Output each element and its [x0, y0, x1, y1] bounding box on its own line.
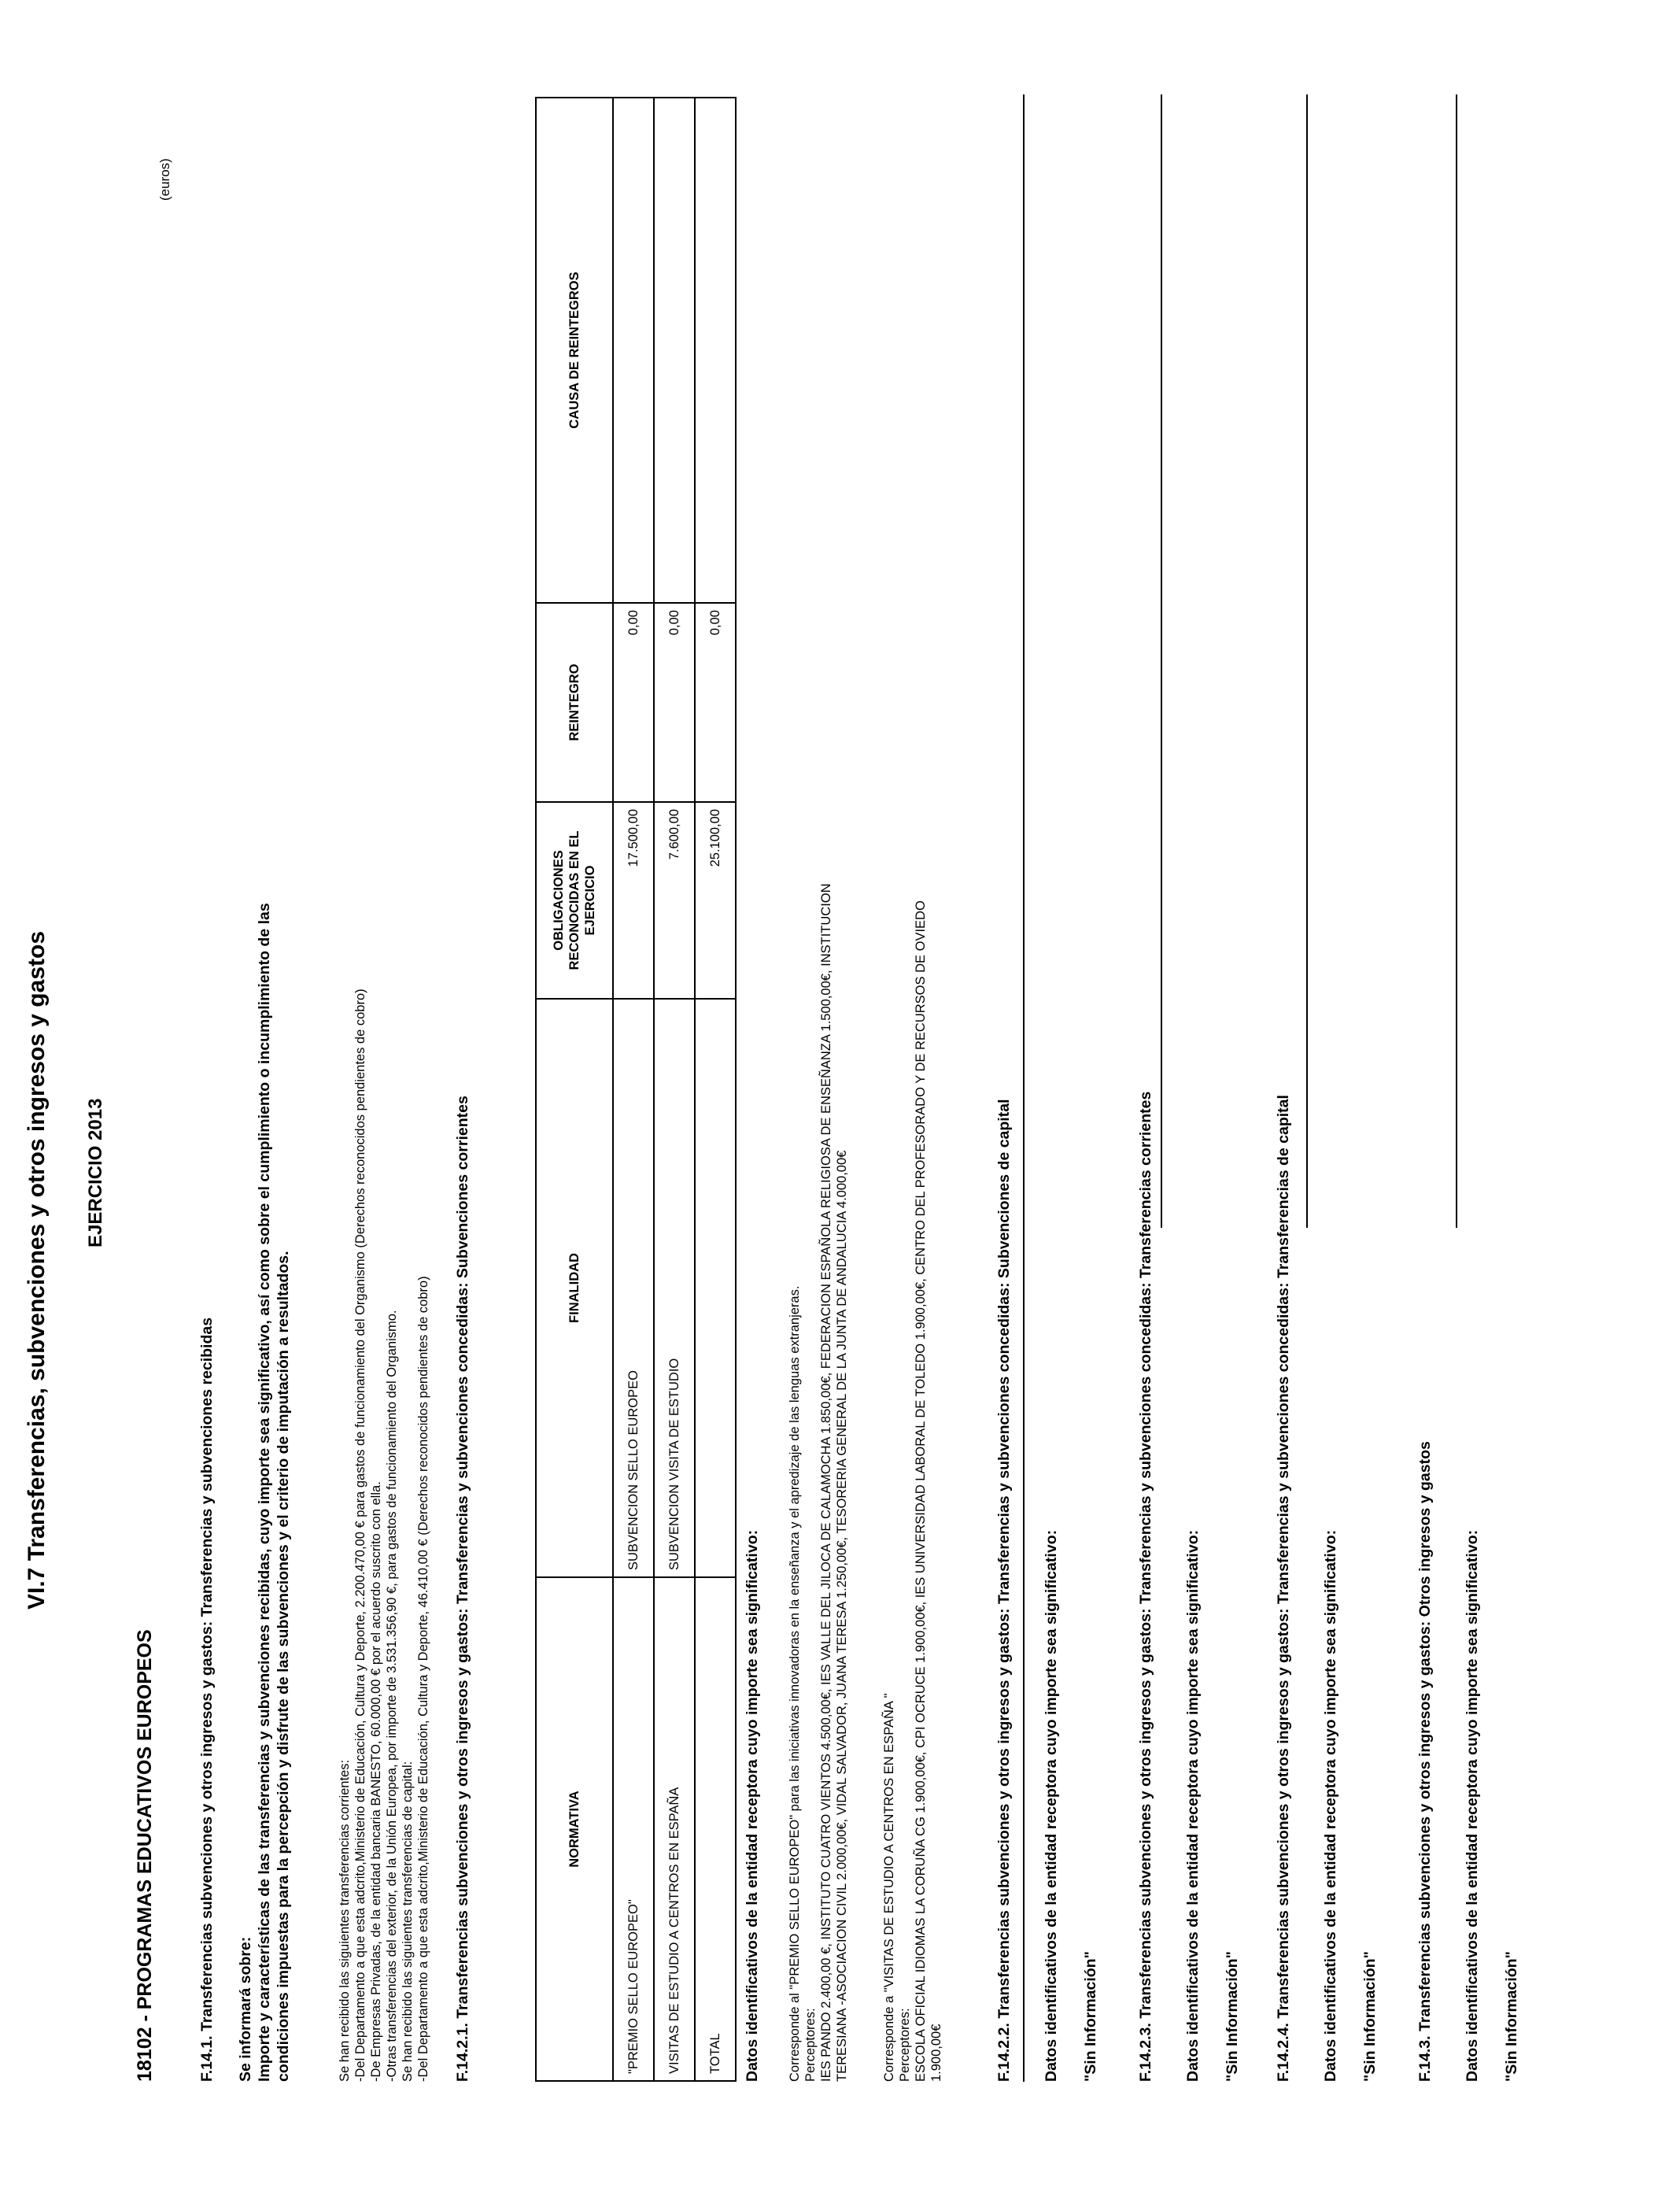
section-rule: [1161, 94, 1162, 1228]
text-line: Perceptores:: [898, 2008, 912, 2082]
inform-label: Se informará sobre:: [237, 1936, 254, 2082]
column-header-normativa: NORMATIVA: [536, 1577, 613, 2081]
sin-informacion-note: "Sin Información": [1082, 1951, 1099, 2082]
receptora-heading: Datos identificativos de la entidad receptora cuyo importe sea significativo:: [1184, 1529, 1202, 2082]
column-header-obligaciones-line: RECONOCIDAS EN EL: [567, 830, 582, 970]
section-heading-f143: F.14.3. Transferencias subvenciones y otros ingresos y gastos: Otros ingresos y gastos: [1416, 1441, 1434, 2082]
table-row: [613, 98, 654, 2081]
section-heading-f14122: F.14.2.2. Transferencias subvenciones y otros ingresos y gastos: Transferencias y subvenciones concedidas: Subvenciones de capital: [995, 1099, 1013, 2082]
section-heading-f1411: F.14.1. Transferencias subvenciones y otros ingresos y gastos: Transferencias y subvenciones recibidas: [198, 1317, 216, 2082]
sin-informacion-note: "Sin Información": [1224, 1951, 1241, 2082]
text-line: -Del Departamento a que esta adcrito,Ministerio de Educación, Cultura y Deporte, 46.410,00 € (Derechos reconocidos pendientes de cobro): [416, 1276, 430, 2082]
exercise-year: EJERCICIO 2013: [85, 1098, 106, 1247]
text-line: -Otras transferencias del exterior, de la Unión Europea, por importe de 3.531.356,90 €, para gastos de funcionamiento del Organismo.: [385, 1310, 399, 2082]
text-line: IES PANDO 2.400,00 €, INSTITUTO CUATRO VIENTOS 4.500,00€, IES VALLE DEL JILOCA DE CALAMOCHA 1.850,00€, FEDERACION ESPAÑOLA RELIGIOSA DE ENSEÑANZA 1.500,00€, INSTITUCION: [819, 883, 833, 2082]
cell-reintegro: 0,00: [613, 603, 654, 802]
text-line: ESCOLA OFICIAL IDIOMAS LA CORUÑA CG 1.900,00€, CPI OCRUCE 1.900,00€, IES UNIVERSIDAD LABORAL DE TOLEDO 1.900,00€, CENTRO DEL PROFESORADO Y DE RECURSOS DE OVIEDO: [914, 900, 928, 2082]
section-rule: [1306, 94, 1308, 1228]
column-header-obligaciones-line: OBLIGACIONES: [552, 850, 566, 951]
currency-unit: (euros): [157, 158, 172, 201]
column-header-reintegro: REINTEGRO: [536, 603, 613, 802]
text-line: -Del Departamento a que esta adcrito,Ministerio de Educación, Cultura y Deporte, 2.200.470,00 € para gastos de funcionamiento del Organismo (Derechos reconocidos pendientes de cobro): [353, 989, 367, 2082]
column-header-obligaciones: [536, 802, 613, 999]
document-title: VI.7 Transferencias, subvenciones y otros ingresos y gastos: [24, 930, 50, 1610]
cell-causa: [695, 98, 736, 603]
inform-line: condiciones impuestas para la percepción y disfrute de las subvenciones y el criterio de imputación a resultados.: [275, 1251, 292, 2082]
cell-reintegro: 0,00: [654, 603, 695, 802]
text-line: Corresponde a "VISITAS DE ESTUDIO A CENTROS EN ESPAÑA ": [882, 1693, 896, 2082]
cell-normativa: TOTAL: [695, 1577, 736, 2081]
section-heading-f14123: F.14.2.3. Transferencias subvenciones y otros ingresos y gastos: Transferencias y subvenciones concedidas: Transferencias corrientes: [1137, 1091, 1154, 2082]
column-header-causa: CAUSA DE REINTEGROS: [536, 98, 613, 603]
cell-reintegro: 0,00: [695, 603, 736, 802]
text-line: Corresponde al "PREMIO SELLO EUROPEO" para las iniciativas innovadoras en la enseñanza y el apredizaje de las lenguas extranjeras.: [788, 1285, 802, 2082]
cell-obligaciones: 17.500,00: [613, 802, 654, 999]
text-line: TERESIANA -ASOCIACION CIVIL 2.000,00€, VIDAL SALVADOR, JUANA TERESA 1.250,00€, TESORERIA GENERAL DE LA JUNTA DE ANDALUCIA 4.000,00€: [835, 1150, 849, 2082]
cell-finalidad: [695, 999, 736, 1577]
table-row: [654, 98, 695, 2081]
cell-causa: [613, 98, 654, 603]
section-heading-f14121: F.14.2.1. Transferencias subvenciones y otros ingresos y gastos: Transferencias y subvenciones concedidas: Subvenciones corrientes: [454, 1096, 471, 2082]
table-header-row: [536, 98, 613, 2081]
receptora-heading: Datos identificativos de la entidad receptora cuyo importe sea significativo:: [744, 1529, 761, 2082]
sin-informacion-note: "Sin Información": [1503, 1951, 1520, 2082]
cell-finalidad: SUBVENCION VISITA DE ESTUDIO: [654, 999, 695, 1577]
sin-informacion-note: "Sin Información": [1361, 1951, 1379, 2082]
cell-obligaciones: 25.100,00: [695, 802, 736, 999]
text-line: 1.900,00€: [929, 2024, 943, 2082]
column-header-finalidad: FINALIDAD: [536, 999, 613, 1577]
text-line: Se han recibido las siguientes transferencias corrientes:: [338, 1759, 352, 2082]
cell-obligaciones: 7.600,00: [654, 802, 695, 999]
text-line: Perceptores:: [803, 2008, 818, 2082]
receptora-heading: Datos identificativos de la entidad receptora cuyo importe sea significativo:: [1322, 1529, 1339, 2082]
section-heading-f14124: F.14.2.4. Transferencias subvenciones y otros ingresos y gastos: Transferencias y subvenciones concedidas: Transferencias de capital: [1275, 1095, 1292, 2082]
cell-normativa: "PREMIO SELLO EUROPEO": [613, 1577, 654, 2081]
cell-normativa: VISITAS DE ESTUDIO A CENTROS EN ESPAÑA: [654, 1577, 695, 2081]
program-title: 18102 - PROGRAMAS EDUCATIVOS EUROPEOS: [134, 1629, 156, 2082]
inform-line: Importe y características de las transferencias y subvenciones recibidas, cuyo importe sea significativo, así como sobre el cumplimiento o incumplimiento de las: [256, 903, 273, 2082]
receptora-heading: Datos identificativos de la entidad receptora cuyo importe sea significativo:: [1464, 1529, 1481, 2082]
cell-finalidad: SUBVENCION SELLO EUROPEO: [613, 999, 654, 1577]
text-line: Se han recibido las siguientes transferencias de capital:: [401, 1761, 415, 2082]
receptora-heading: Datos identificativos de la entidad receptora cuyo importe sea significativo:: [1043, 1529, 1060, 2082]
cell-causa: [654, 98, 695, 603]
table-total-row: [695, 98, 736, 2081]
section-rule: [1023, 94, 1025, 2082]
text-line: -De Empresas Privadas, de la entidad bancaria BANESTO, 60.000,00 € por el acuerdo suscrito con ella.: [369, 1481, 383, 2082]
section-rule: [1456, 94, 1457, 1228]
column-header-obligaciones-line: EJERCICIO: [583, 865, 597, 936]
subvenciones-table: [535, 97, 737, 2082]
